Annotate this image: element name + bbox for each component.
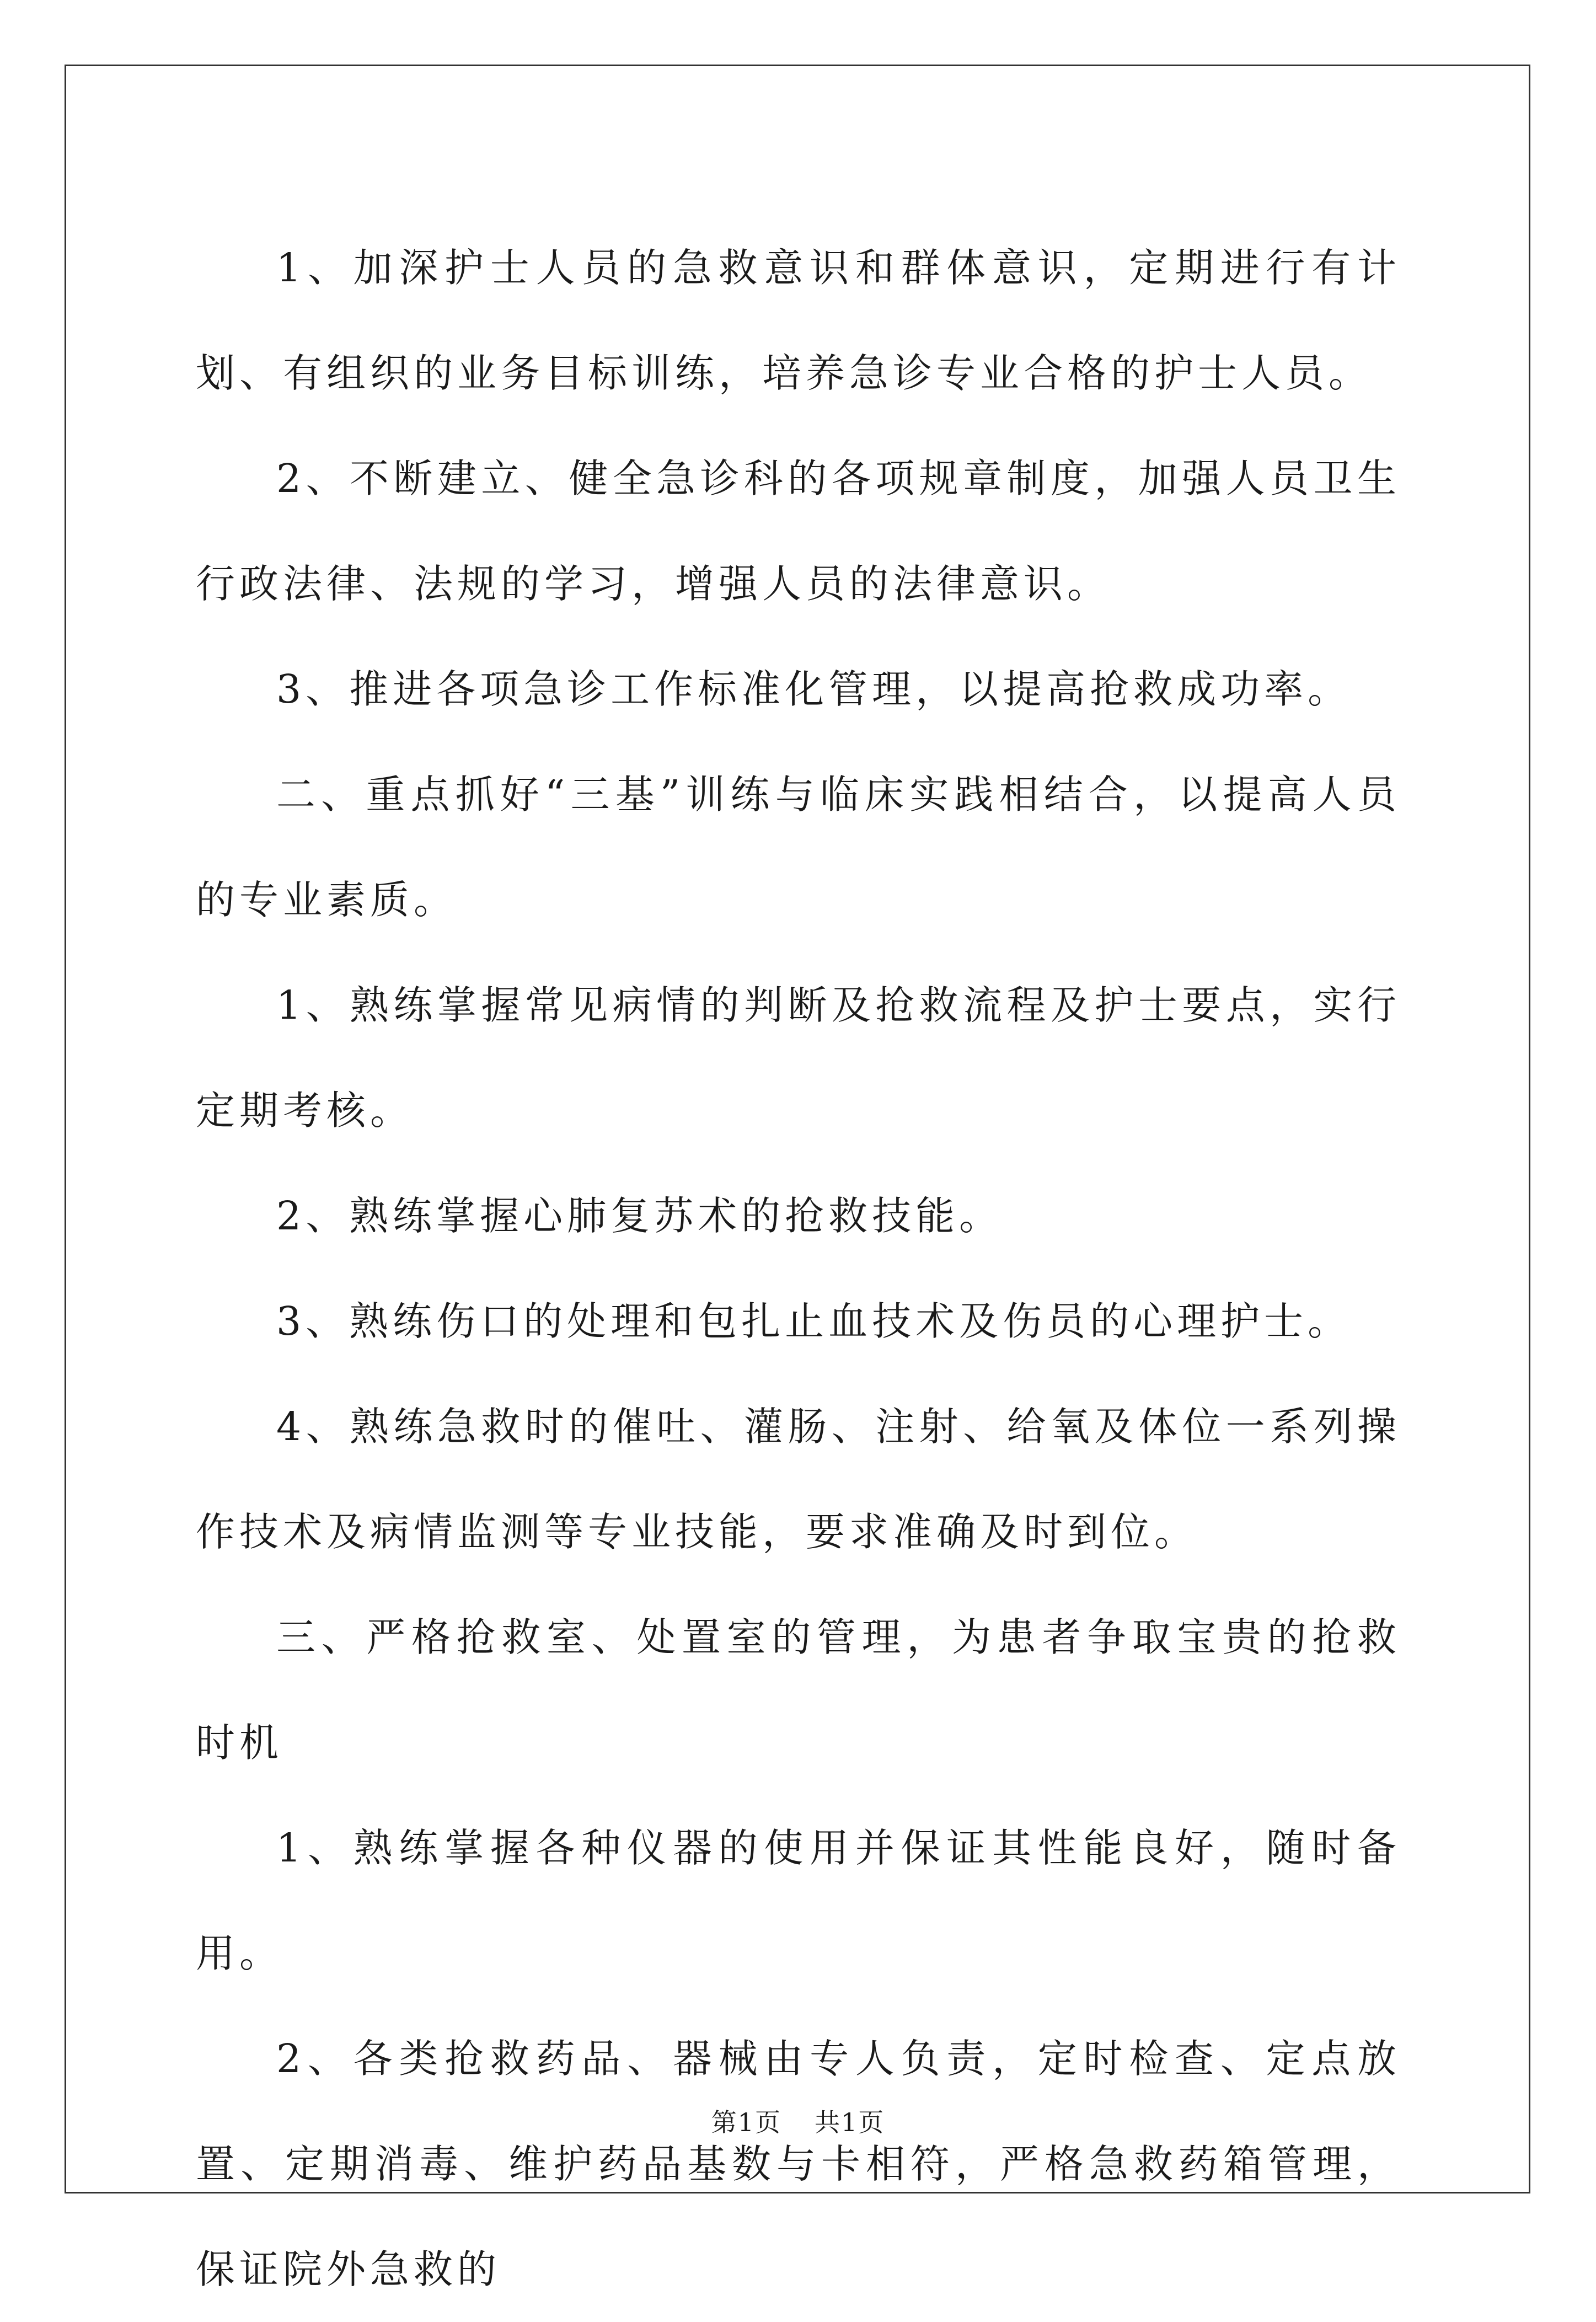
page-number: 第1页 xyxy=(711,2107,781,2137)
paragraph-11: 2、各类抢救药品、器械由专人负责，定时检查、定点放置、定期消毒、维护药品基数与卡相符，严格急救药箱管理，保证院外急救的 xyxy=(196,2036,1401,2292)
paragraph-6: 2、熟练掌握心肺复苏术的抢救技能。 xyxy=(276,1193,1003,1239)
page-total: 共1页 xyxy=(815,2107,885,2137)
paragraph-7: 3、熟练伤口的处理和包扎止血技术及伤员的心理护士。 xyxy=(276,1298,1352,1344)
paragraph-2: 2、不断建立、健全急诊科的各项规章制度，加强人员卫生行政法律、法规的学习，增强人员的法律意识。 xyxy=(196,456,1401,607)
paragraph-10: 1、熟练掌握各种仪器的使用并保证其性能良好，随时备用。 xyxy=(196,1825,1401,1976)
section-heading-2: 二、重点抓好“三基”训练与临床实践相结合，以提高人员的专业素质。 xyxy=(196,772,1401,923)
document-body xyxy=(196,215,1401,2322)
paragraph-1: 1、加深护士人员的急救意识和群体意识，定期进行有计划、有组织的业务目标训练，培养急诊专业合格的护士人员。 xyxy=(196,245,1401,396)
paragraph-8: 4、熟练急救时的催吐、灌肠、注射、给氧及体位一系列操作技术及病情监测等专业技能，要求准确及时到位。 xyxy=(196,1404,1401,1555)
section-heading-3: 三、严格抢救室、处置室的管理，为患者争取宝贵的抢救时机 xyxy=(196,1614,1401,1765)
page-footer xyxy=(0,2106,1596,2139)
paragraph-3: 3、推进各项急诊工作标准化管理，以提高抢救成功率。 xyxy=(276,666,1352,712)
paragraph-5: 1、熟练掌握常见病情的判断及抢救流程及护士要点，实行定期考核。 xyxy=(196,982,1401,1133)
